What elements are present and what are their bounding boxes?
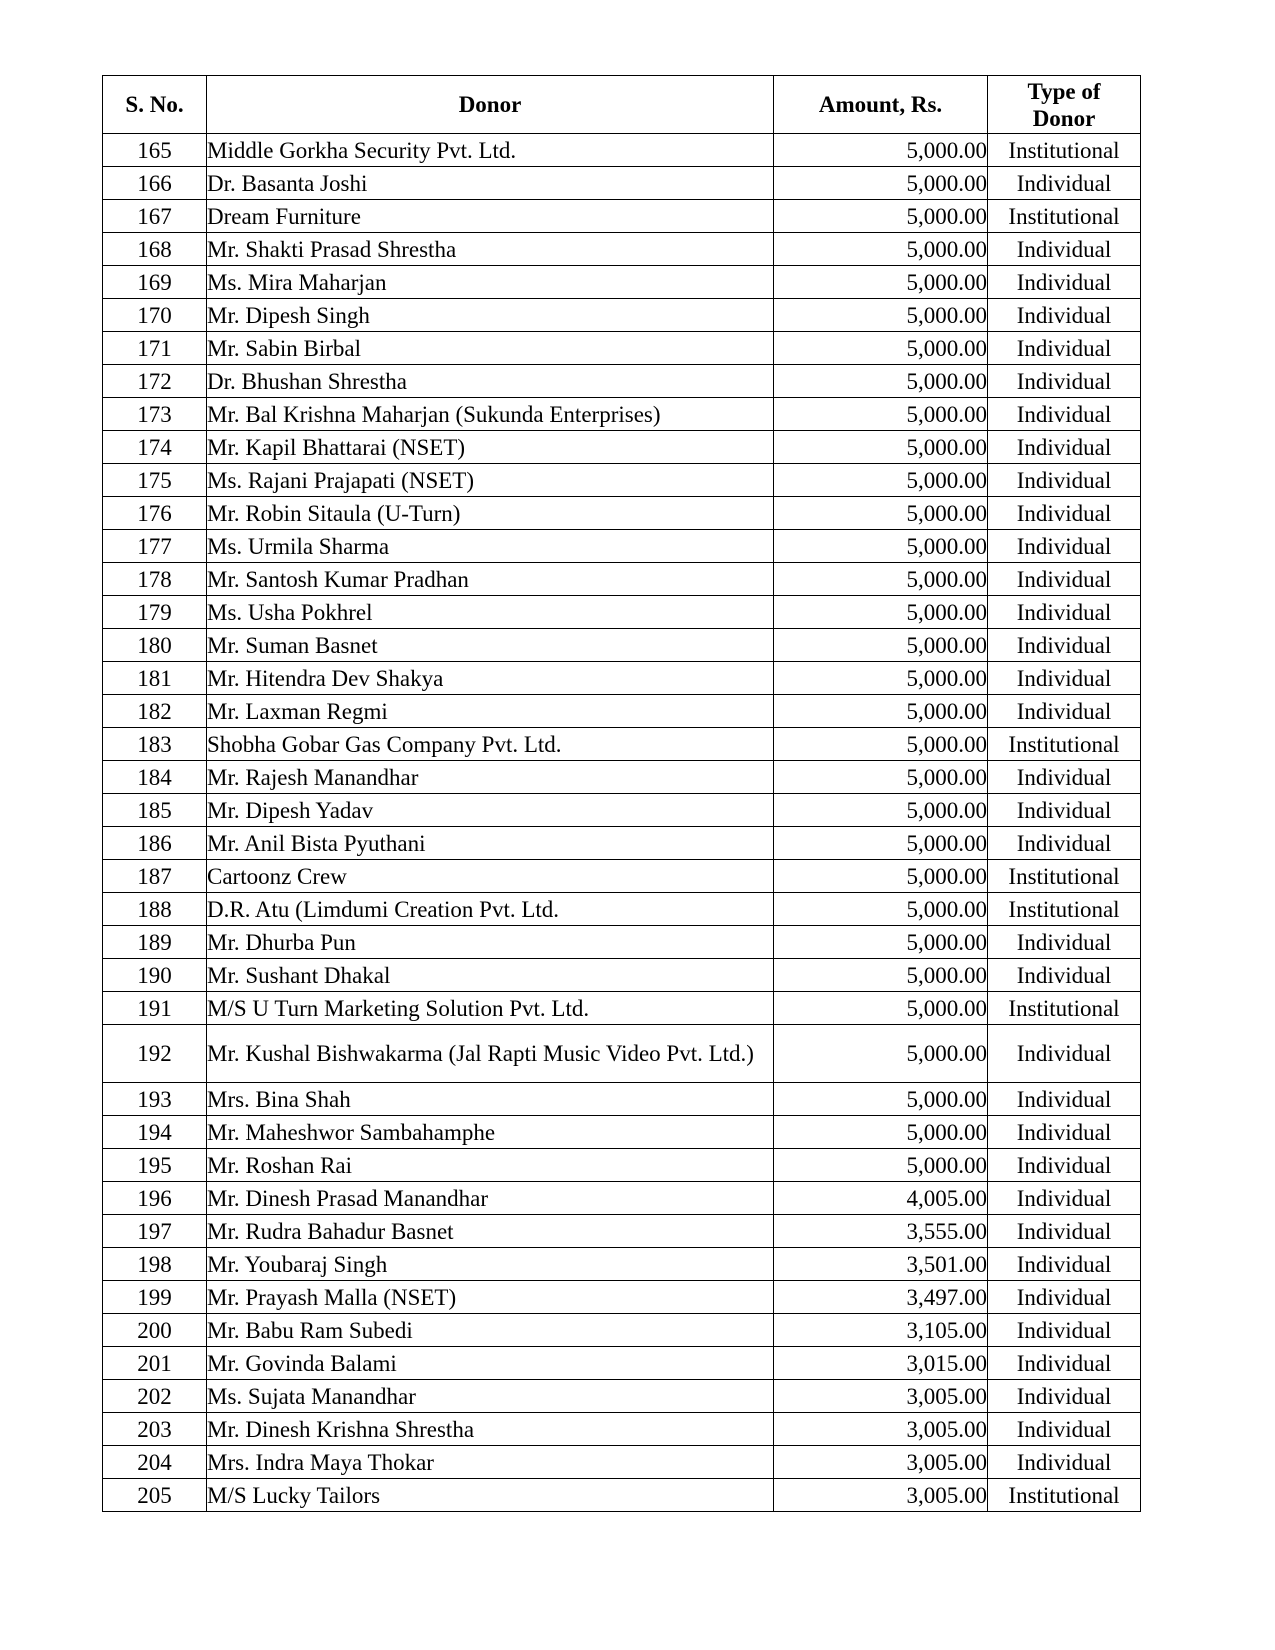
cell-type: Individual: [988, 1281, 1141, 1314]
cell-type: Individual: [988, 266, 1141, 299]
cell-amount: 3,497.00: [774, 1281, 988, 1314]
table-row: [103, 827, 1141, 860]
cell-type: Individual: [988, 827, 1141, 860]
table-row: [103, 893, 1141, 926]
cell-amount: 3,015.00: [774, 1347, 988, 1380]
cell-donor: Mr. Rudra Bahadur Basnet: [207, 1215, 774, 1248]
cell-donor: Cartoonz Crew: [207, 860, 774, 893]
cell-amount: 5,000.00: [774, 629, 988, 662]
cell-sno: 189: [103, 926, 207, 959]
table-row: [103, 332, 1141, 365]
cell-amount: 5,000.00: [774, 728, 988, 761]
cell-sno: 186: [103, 827, 207, 860]
table-row: [103, 1182, 1141, 1215]
cell-amount: 5,000.00: [774, 266, 988, 299]
cell-sno: 202: [103, 1380, 207, 1413]
cell-donor: Ms. Urmila Sharma: [207, 530, 774, 563]
table-row: [103, 1281, 1141, 1314]
cell-amount: 5,000.00: [774, 794, 988, 827]
table-row: [103, 629, 1141, 662]
table-row: [103, 1248, 1141, 1281]
cell-type: Individual: [988, 332, 1141, 365]
cell-sno: 173: [103, 398, 207, 431]
cell-amount: 3,005.00: [774, 1413, 988, 1446]
cell-amount: 5,000.00: [774, 893, 988, 926]
cell-sno: 172: [103, 365, 207, 398]
cell-amount: 5,000.00: [774, 1083, 988, 1116]
cell-amount: 5,000.00: [774, 1149, 988, 1182]
table-row: [103, 464, 1141, 497]
cell-amount: 3,501.00: [774, 1248, 988, 1281]
cell-sno: 178: [103, 563, 207, 596]
cell-sno: 176: [103, 497, 207, 530]
table-row: [103, 299, 1141, 332]
cell-type: Individual: [988, 695, 1141, 728]
cell-donor: Mr. Babu Ram Subedi: [207, 1314, 774, 1347]
cell-donor: Mr. Govinda Balami: [207, 1347, 774, 1380]
cell-donor: Ms. Usha Pokhrel: [207, 596, 774, 629]
table-row: [103, 200, 1141, 233]
cell-amount: 5,000.00: [774, 332, 988, 365]
cell-donor: D.R. Atu (Limdumi Creation Pvt. Ltd.: [207, 893, 774, 926]
cell-amount: 5,000.00: [774, 365, 988, 398]
header-type-line1: Type of: [1027, 78, 1101, 104]
table-row: [103, 1479, 1141, 1512]
cell-donor: Mr. Hitendra Dev Shakya: [207, 662, 774, 695]
cell-sno: 191: [103, 992, 207, 1025]
cell-type: Individual: [988, 1446, 1141, 1479]
cell-donor: M/S U Turn Marketing Solution Pvt. Ltd.: [207, 992, 774, 1025]
cell-amount: 5,000.00: [774, 959, 988, 992]
header-row: [103, 76, 1141, 134]
cell-amount: 5,000.00: [774, 563, 988, 596]
cell-amount: 5,000.00: [774, 431, 988, 464]
cell-amount: 5,000.00: [774, 464, 988, 497]
cell-type: Individual: [988, 530, 1141, 563]
table-row: [103, 563, 1141, 596]
cell-type: Individual: [988, 398, 1141, 431]
table-row: [103, 1025, 1141, 1083]
table-row: [103, 1215, 1141, 1248]
cell-donor: Mr. Dinesh Prasad Manandhar: [207, 1182, 774, 1215]
cell-amount: 5,000.00: [774, 398, 988, 431]
cell-sno: 205: [103, 1479, 207, 1512]
table-row: [103, 1446, 1141, 1479]
cell-type: Individual: [988, 926, 1141, 959]
header-type: [988, 76, 1141, 134]
table-body: [103, 134, 1141, 1512]
cell-type: Institutional: [988, 200, 1141, 233]
table-row: [103, 1083, 1141, 1116]
table-header: [103, 76, 1141, 134]
cell-amount: 5,000.00: [774, 860, 988, 893]
cell-type: Individual: [988, 1314, 1141, 1347]
cell-sno: 188: [103, 893, 207, 926]
cell-amount: 5,000.00: [774, 662, 988, 695]
cell-type: Individual: [988, 1347, 1141, 1380]
cell-type: Individual: [988, 959, 1141, 992]
table-row: [103, 794, 1141, 827]
cell-type: Individual: [988, 596, 1141, 629]
cell-donor: Middle Gorkha Security Pvt. Ltd.: [207, 134, 774, 167]
cell-sno: 183: [103, 728, 207, 761]
cell-donor: Mr. Sushant Dhakal: [207, 959, 774, 992]
cell-type: Individual: [988, 497, 1141, 530]
cell-donor: Mr. Laxman Regmi: [207, 695, 774, 728]
cell-donor: Mr. Kapil Bhattarai (NSET): [207, 431, 774, 464]
cell-amount: 5,000.00: [774, 299, 988, 332]
table-row: [103, 134, 1141, 167]
table-row: [103, 167, 1141, 200]
cell-type: Individual: [988, 1149, 1141, 1182]
cell-amount: 5,000.00: [774, 695, 988, 728]
cell-donor: Mr. Suman Basnet: [207, 629, 774, 662]
cell-donor: Mr. Dipesh Yadav: [207, 794, 774, 827]
cell-sno: 174: [103, 431, 207, 464]
table-row: [103, 992, 1141, 1025]
cell-type: Institutional: [988, 992, 1141, 1025]
table-row: [103, 1347, 1141, 1380]
cell-amount: 3,105.00: [774, 1314, 988, 1347]
cell-donor: Ms. Sujata Manandhar: [207, 1380, 774, 1413]
cell-donor: Mr. Dinesh Krishna Shrestha: [207, 1413, 774, 1446]
cell-amount: 5,000.00: [774, 200, 988, 233]
donor-table: [102, 75, 1141, 1512]
cell-donor: Dr. Basanta Joshi: [207, 167, 774, 200]
header-donor: Donor: [207, 76, 774, 134]
table-row: [103, 497, 1141, 530]
cell-type: Institutional: [988, 860, 1141, 893]
cell-sno: 200: [103, 1314, 207, 1347]
cell-donor: Mr. Dipesh Singh: [207, 299, 774, 332]
cell-sno: 204: [103, 1446, 207, 1479]
header-type-line2: Donor: [1032, 105, 1096, 131]
cell-type: Individual: [988, 1248, 1141, 1281]
cell-donor: Mr. Bal Krishna Maharjan (Sukunda Enterprises): [207, 398, 774, 431]
cell-type: Individual: [988, 1215, 1141, 1248]
cell-type: Institutional: [988, 728, 1141, 761]
cell-type: Individual: [988, 662, 1141, 695]
cell-donor: Shobha Gobar Gas Company Pvt. Ltd.: [207, 728, 774, 761]
cell-type: Individual: [988, 365, 1141, 398]
table-row: [103, 761, 1141, 794]
cell-amount: 5,000.00: [774, 134, 988, 167]
table-row: [103, 596, 1141, 629]
cell-donor: Ms. Mira Maharjan: [207, 266, 774, 299]
cell-donor: Mr. Shakti Prasad Shrestha: [207, 233, 774, 266]
table-row: [103, 365, 1141, 398]
cell-type: Individual: [988, 1380, 1141, 1413]
cell-sno: 193: [103, 1083, 207, 1116]
header-amount: Amount, Rs.: [774, 76, 988, 134]
cell-sno: 201: [103, 1347, 207, 1380]
cell-donor: Mrs. Indra Maya Thokar: [207, 1446, 774, 1479]
table-row: [103, 431, 1141, 464]
cell-sno: 179: [103, 596, 207, 629]
cell-type: Individual: [988, 1116, 1141, 1149]
cell-amount: 5,000.00: [774, 827, 988, 860]
table-row: [103, 959, 1141, 992]
cell-type: Individual: [988, 1025, 1141, 1083]
cell-amount: 3,005.00: [774, 1479, 988, 1512]
cell-sno: 203: [103, 1413, 207, 1446]
cell-sno: 196: [103, 1182, 207, 1215]
cell-donor: Mr. Sabin Birbal: [207, 332, 774, 365]
cell-type: Institutional: [988, 893, 1141, 926]
cell-donor: Mr. Prayash Malla (NSET): [207, 1281, 774, 1314]
table-row: [103, 860, 1141, 893]
table-row: [103, 1149, 1141, 1182]
cell-sno: 184: [103, 761, 207, 794]
cell-sno: 192: [103, 1025, 207, 1083]
cell-donor: Mr. Anil Bista Pyuthani: [207, 827, 774, 860]
table-row: [103, 926, 1141, 959]
table-row: [103, 1380, 1141, 1413]
cell-sno: 167: [103, 200, 207, 233]
cell-sno: 199: [103, 1281, 207, 1314]
cell-donor: Mrs. Bina Shah: [207, 1083, 774, 1116]
cell-type: Individual: [988, 1413, 1141, 1446]
cell-sno: 190: [103, 959, 207, 992]
cell-amount: 4,005.00: [774, 1182, 988, 1215]
table-row: [103, 266, 1141, 299]
cell-type: Individual: [988, 233, 1141, 266]
cell-amount: 5,000.00: [774, 1025, 988, 1083]
cell-sno: 181: [103, 662, 207, 695]
cell-donor: Mr. Kushal Bishwakarma (Jal Rapti Music Video Pvt. Ltd.): [207, 1025, 774, 1083]
cell-sno: 197: [103, 1215, 207, 1248]
cell-donor: Mr. Youbaraj Singh: [207, 1248, 774, 1281]
cell-donor: Mr. Dhurba Pun: [207, 926, 774, 959]
cell-donor: Ms. Rajani Prajapati (NSET): [207, 464, 774, 497]
header-sno: S. No.: [103, 76, 207, 134]
cell-amount: 5,000.00: [774, 530, 988, 563]
cell-amount: 5,000.00: [774, 1116, 988, 1149]
cell-type: Individual: [988, 794, 1141, 827]
cell-amount: 5,000.00: [774, 926, 988, 959]
cell-type: Individual: [988, 563, 1141, 596]
cell-sno: 182: [103, 695, 207, 728]
cell-type: Individual: [988, 761, 1141, 794]
cell-donor: Dream Furniture: [207, 200, 774, 233]
cell-type: Individual: [988, 1083, 1141, 1116]
cell-donor: Mr. Maheshwor Sambahamphe: [207, 1116, 774, 1149]
cell-sno: 166: [103, 167, 207, 200]
cell-sno: 168: [103, 233, 207, 266]
cell-donor: Mr. Roshan Rai: [207, 1149, 774, 1182]
cell-amount: 5,000.00: [774, 761, 988, 794]
table-row: [103, 662, 1141, 695]
cell-amount: 5,000.00: [774, 233, 988, 266]
cell-amount: 5,000.00: [774, 167, 988, 200]
cell-donor: M/S Lucky Tailors: [207, 1479, 774, 1512]
cell-sno: 187: [103, 860, 207, 893]
cell-type: Individual: [988, 1182, 1141, 1215]
cell-donor: Mr. Robin Sitaula (U-Turn): [207, 497, 774, 530]
cell-sno: 194: [103, 1116, 207, 1149]
table-row: [103, 695, 1141, 728]
table-row: [103, 1314, 1141, 1347]
cell-sno: 198: [103, 1248, 207, 1281]
cell-type: Individual: [988, 167, 1141, 200]
cell-amount: 3,005.00: [774, 1446, 988, 1479]
table-row: [103, 398, 1141, 431]
table-row: [103, 530, 1141, 563]
cell-sno: 175: [103, 464, 207, 497]
cell-sno: 170: [103, 299, 207, 332]
cell-amount: 3,005.00: [774, 1380, 988, 1413]
table-row: [103, 233, 1141, 266]
cell-sno: 195: [103, 1149, 207, 1182]
table-row: [103, 728, 1141, 761]
cell-type: Institutional: [988, 134, 1141, 167]
cell-amount: 3,555.00: [774, 1215, 988, 1248]
table-row: [103, 1413, 1141, 1446]
cell-type: Individual: [988, 299, 1141, 332]
cell-sno: 171: [103, 332, 207, 365]
cell-amount: 5,000.00: [774, 992, 988, 1025]
cell-sno: 180: [103, 629, 207, 662]
cell-sno: 165: [103, 134, 207, 167]
cell-donor: Dr. Bhushan Shrestha: [207, 365, 774, 398]
cell-type: Institutional: [988, 1479, 1141, 1512]
cell-type: Individual: [988, 431, 1141, 464]
cell-amount: 5,000.00: [774, 596, 988, 629]
cell-sno: 177: [103, 530, 207, 563]
cell-amount: 5,000.00: [774, 497, 988, 530]
cell-type: Individual: [988, 629, 1141, 662]
cell-sno: 185: [103, 794, 207, 827]
cell-sno: 169: [103, 266, 207, 299]
cell-donor: Mr. Rajesh Manandhar: [207, 761, 774, 794]
cell-type: Individual: [988, 464, 1141, 497]
table-row: [103, 1116, 1141, 1149]
cell-donor: Mr. Santosh Kumar Pradhan: [207, 563, 774, 596]
